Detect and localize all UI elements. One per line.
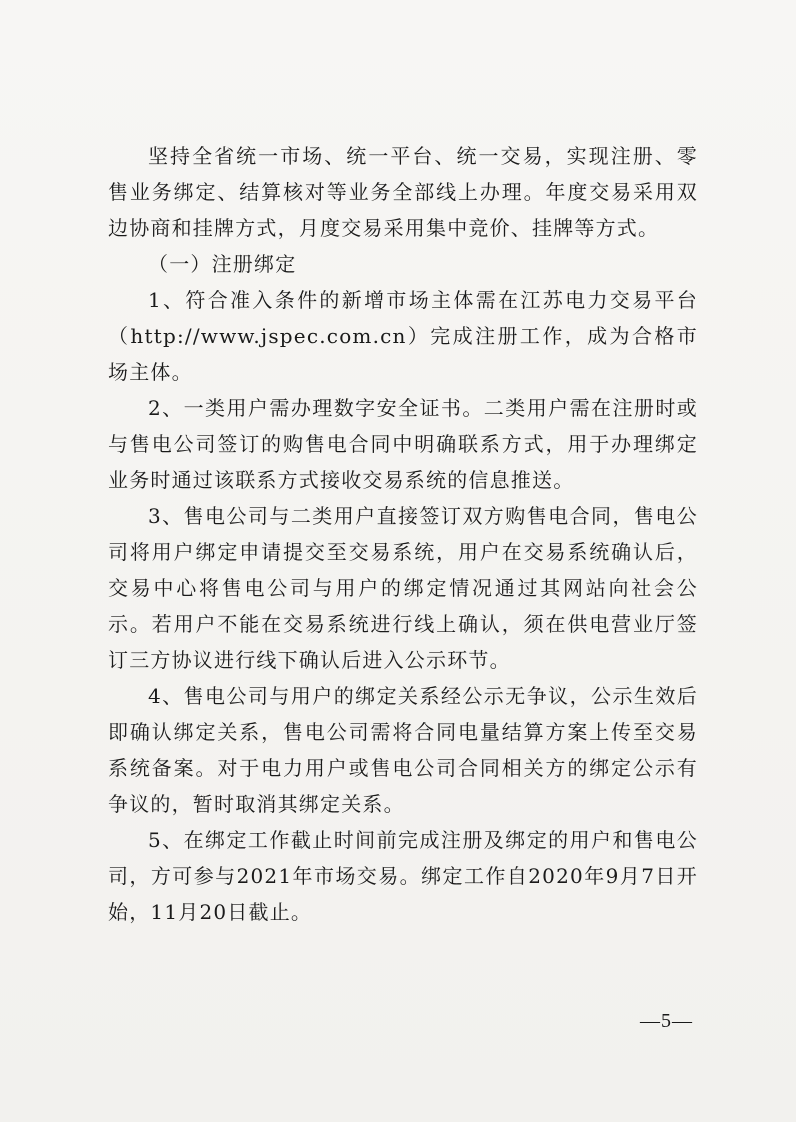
paragraph-item-4: 4、售电公司与用户的绑定关系经公示无争议，公示生效后即确认绑定关系，售电公司需将合同电量结算方案上传至交易系统备案。对于电力用户或售电公司合同相关方的绑定公示有争议的，暂时取消其绑定关系。 — [108, 684, 698, 816]
page-number: —5— — [640, 1010, 693, 1032]
document-body — [108, 138, 698, 930]
paragraph-market-unification: 坚持全省统一市场、统一平台、统一交易，实现注册、零售业务绑定、结算核对等业务全部线上办理。年度交易采用双边协商和挂牌方式，月度交易采用集中竞价、挂牌等方式。 — [108, 144, 698, 240]
paragraph-item-2: 2、一类用户需办理数字安全证书。二类用户需在注册时或与售电公司签订的购售电合同中明确联系方式，用于办理绑定业务时通过该联系方式接收交易系统的信息推送。 — [108, 396, 698, 492]
section-heading-registration-binding: （一）注册绑定 — [148, 252, 297, 276]
paragraph-item-3: 3、售电公司与二类用户直接签订双方购售电合同，售电公司将用户绑定申请提交至交易系统，用户在交易系统确认后，交易中心将售电公司与用户的绑定情况通过其网站向社会公示。若用户不能在交易系统进行线上确认，须在供电营业厅签订三方协议进行线下确认后进入公示环节。 — [108, 504, 698, 672]
paragraph-item-5: 5、在绑定工作截止时间前完成注册及绑定的用户和售电公司，方可参与2021年市场交易。绑定工作自2020年9月7日开始，11月20日截止。 — [108, 828, 698, 924]
paragraph-item-1: 1、符合准入条件的新增市场主体需在江苏电力交易平台（http://www.jspec.com.cn）完成注册工作，成为合格市场主体。 — [108, 288, 698, 384]
